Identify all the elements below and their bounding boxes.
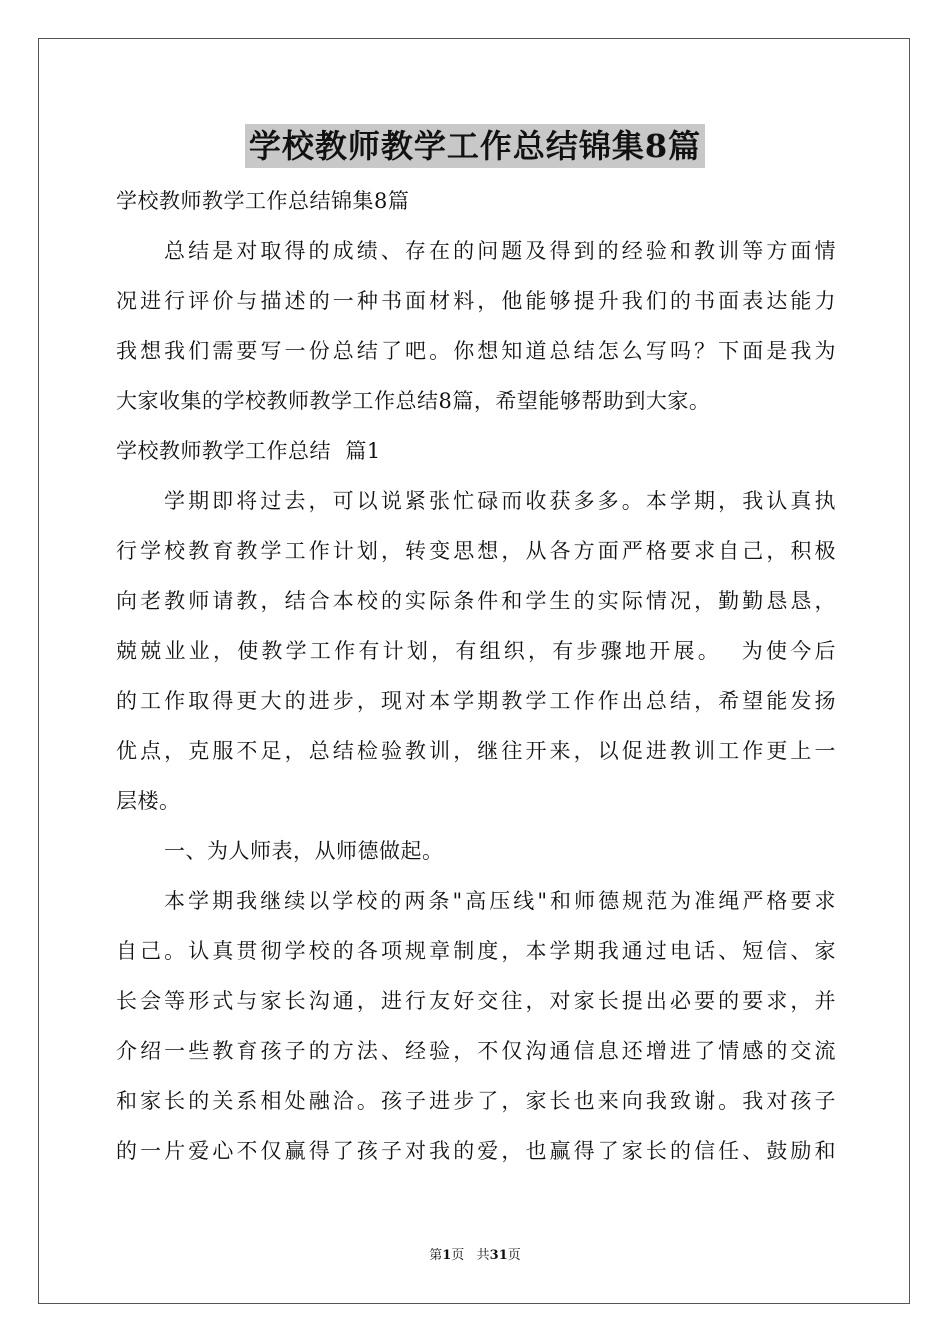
body-line: 长会等形式与家长沟通，进行友好交往，对家长提出必要的要求，并: [116, 989, 836, 1013]
page-total: 31: [489, 1248, 508, 1263]
body-line: 兢兢业业，使教学工作有计划，有组织，有步骤地开展。 为使今后: [116, 639, 836, 663]
body-line: 学期即将过去，可以说紧张忙碌而收获多多。本学期，我认真执: [164, 489, 836, 513]
body-line: 的一片爱心不仅赢得了孩子对我的爱，也赢得了家长的信任、鼓励和: [116, 1139, 836, 1163]
subtitle-line: 学校教师教学工作总结锦集8篇: [116, 189, 410, 213]
body-line: 自己。认真贯彻学校的各项规章制度，本学期我通过电话、短信、家: [116, 939, 836, 963]
document-title: 学校教师教学工作总结锦集8篇: [245, 124, 705, 168]
body-line: 的工作取得更大的进步，现对本学期教学工作作出总结，希望能发扬: [116, 689, 836, 713]
body-line: 本学期我继续以学校的两条"高压线"和师德规范为准绳严格要求: [164, 889, 836, 913]
page-suffix: 页: [507, 1248, 521, 1263]
body-line: 层楼。: [116, 789, 181, 813]
body-line: 行学校教育教学工作计划，转变思想，从各方面严格要求自己，积极: [116, 539, 836, 563]
document-body: [116, 176, 836, 1176]
body-line: 向老教师请教，结合本校的实际条件和学生的实际情况，勤勤恳恳，: [116, 589, 836, 613]
section-heading: 学校教师教学工作总结 篇1: [116, 439, 381, 463]
page-prefix: 第: [429, 1248, 443, 1263]
intro-line: 大家收集的学校教师教学工作总结8篇，希望能够帮助到大家。: [116, 389, 711, 413]
page-mid: 页 共: [451, 1248, 490, 1263]
intro-line: 总结是对取得的成绩、存在的问题及得到的经验和教训等方面情: [164, 239, 836, 263]
intro-line: 我想我们需要写一份总结了吧。你想知道总结怎么写吗？下面是我为: [116, 339, 836, 363]
page-current: 1: [442, 1248, 452, 1263]
body-line: 优点，克服不足，总结检验教训，继往开来，以促进教训工作更上一: [116, 739, 836, 763]
page-footer: [0, 1244, 950, 1263]
intro-line: 况进行评价与描述的一种书面材料，他能够提升我们的书面表达能力: [116, 289, 836, 313]
subheading-line: 一、为人师表，从师德做起。: [164, 839, 444, 863]
body-line: 介绍一些教育孩子的方法、经验，不仅沟通信息还增进了情感的交流: [116, 1039, 836, 1063]
body-line: 和家长的关系相处融洽。孩子进步了，家长也来向我致谢。我对孩子: [116, 1089, 836, 1113]
title-container: [0, 124, 950, 168]
